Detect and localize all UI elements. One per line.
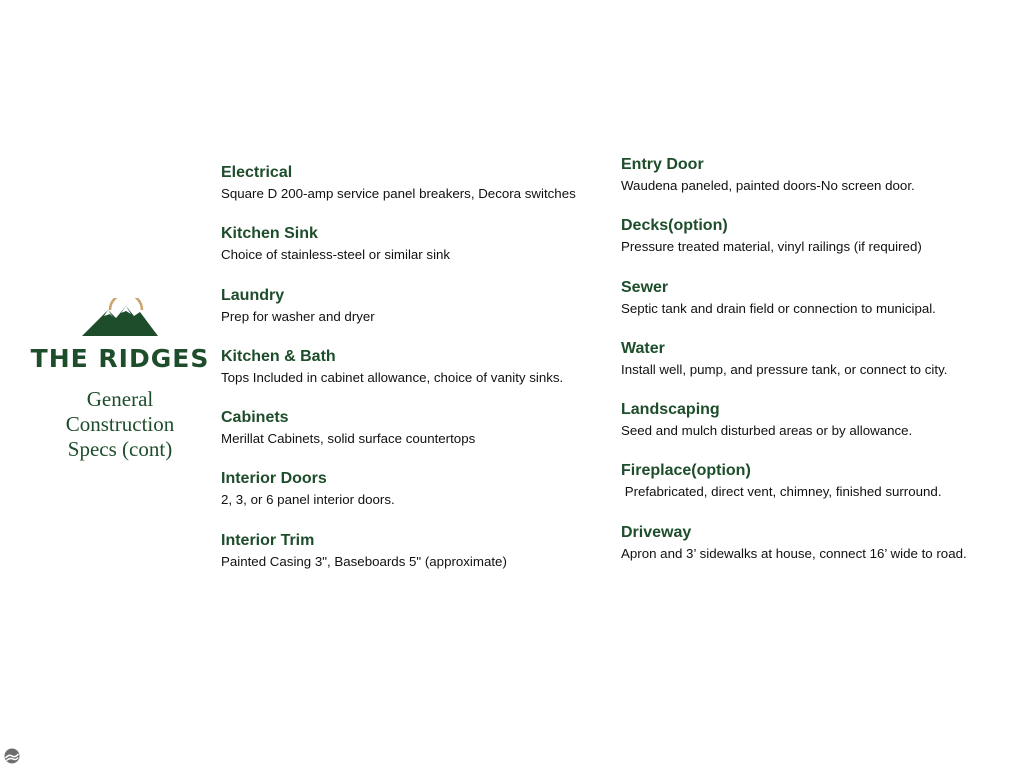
- spec-title: Cabinets: [221, 409, 289, 427]
- spec-description: Square D 200-amp service panel breakers, Decora switches: [221, 186, 576, 201]
- document-title-line-2: Construction: [65, 412, 175, 436]
- spec-item-cabinets: [221, 408, 576, 469]
- spec-item-entry-door: [621, 155, 967, 216]
- spec-item-water: [621, 339, 967, 400]
- spec-item-decks: [621, 216, 967, 277]
- spec-title: Interior Doors: [221, 470, 327, 488]
- spec-description: Install well, pump, and pressure tank, or connect to city.: [621, 361, 948, 377]
- spec-title: Driveway: [621, 523, 692, 541]
- spec-title: Entry Door: [621, 156, 704, 173]
- spec-item-landscaping: [621, 400, 967, 461]
- spec-description: 2, 3, or 6 panel interior doors.: [221, 492, 395, 508]
- specs-right-column: [621, 155, 967, 584]
- spec-title: Water: [621, 339, 665, 357]
- spec-title: Fireplace(option): [621, 462, 751, 480]
- document-title-line-1: General: [86, 387, 154, 411]
- spec-description: Waudena paneled, painted doors-No screen door.: [621, 178, 915, 193]
- spec-item-kitchen-bath: [221, 347, 576, 408]
- spec-title: Electrical: [221, 164, 293, 181]
- specs-left-column: [221, 163, 576, 592]
- spec-item-fireplace: [621, 461, 967, 522]
- spec-description: Pressure treated material, vinyl railings (if required): [621, 239, 922, 255]
- spec-item-interior-trim: [221, 531, 576, 592]
- brand-name: THE RIDGES: [30, 344, 210, 373]
- spec-title: Sewer: [621, 278, 669, 296]
- spec-description: Prefabricated, direct vent, chimney, finished surround.: [621, 484, 942, 500]
- spec-title: Laundry: [221, 286, 285, 304]
- spec-description: Septic tank and drain field or connection to municipal.: [621, 300, 936, 316]
- viewer-logo-icon[interactable]: [4, 748, 20, 764]
- spec-item-laundry: [221, 286, 576, 347]
- spec-item-driveway: [621, 523, 967, 584]
- brand-block: [20, 298, 220, 462]
- spec-title: Kitchen Sink: [221, 225, 318, 243]
- spec-description: Painted Casing 3", Baseboards 5" (approximate): [221, 553, 507, 569]
- spec-description: Prep for washer and dryer: [221, 308, 375, 324]
- spec-description: Tops Included in cabinet allowance, choice of vanity sinks.: [221, 369, 564, 385]
- spec-title: Kitchen & Bath: [221, 347, 336, 365]
- spec-title: Decks(option): [621, 217, 728, 235]
- spec-description: Apron and 3’ sidewalks at house, connect 16’ wide to road.: [621, 545, 967, 561]
- spec-title: Interior Trim: [221, 531, 315, 549]
- spec-item-interior-doors: [221, 469, 576, 530]
- spec-item-kitchen-sink: [221, 224, 576, 285]
- spec-title: Landscaping: [621, 401, 720, 419]
- spec-description: Seed and mulch disturbed areas or by allowance.: [621, 423, 913, 439]
- spec-item-electrical: [221, 163, 576, 224]
- document-title-line-3: Specs (cont): [67, 437, 173, 461]
- mountain-logo-icon: [80, 298, 160, 338]
- document-title: [20, 387, 220, 462]
- spec-description: Choice of stainless-steel or similar sink: [221, 247, 451, 263]
- spec-description: Merillat Cabinets, solid surface countertops: [221, 431, 476, 447]
- spec-item-sewer: [621, 278, 967, 339]
